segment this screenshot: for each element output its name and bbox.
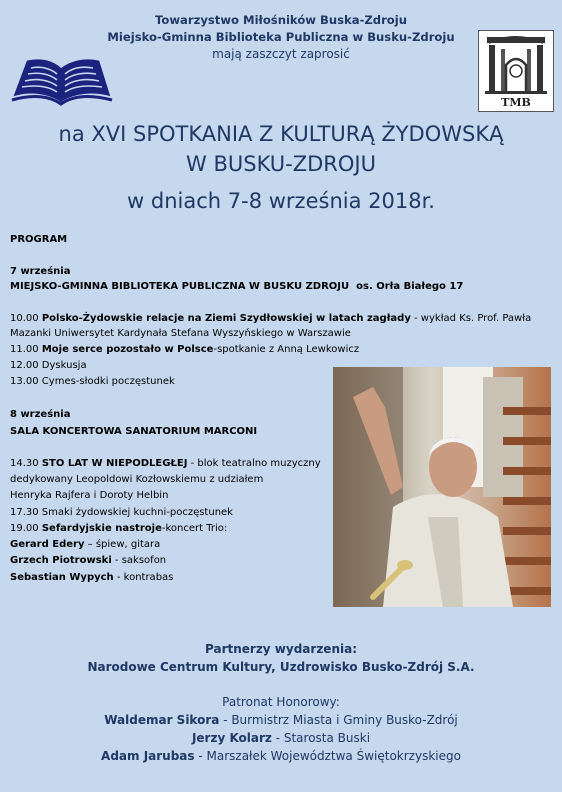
day1-venue: [10, 279, 463, 294]
musician-2: [10, 553, 166, 568]
day1-venue-address: os. Orła Białego 17: [356, 281, 464, 292]
day2-item-2: 17.30 Smaki żydowskiej kuchni-poczęstunek: [10, 507, 233, 518]
event-title: Sefardyjskie nastroje: [41, 523, 162, 534]
day1-item-1-line2: Mazanki Uniwersytet Kardynała Stefana Wyszyńskiego w Warszawie: [10, 328, 351, 339]
open-book-icon: [8, 56, 114, 106]
day1-item-1: [10, 311, 531, 326]
patron-2: [0, 729, 562, 747]
day2-item-3: [10, 521, 227, 536]
musician-1: [10, 537, 160, 552]
title-line-3: w dniach 7-8 września 2018r.: [127, 189, 435, 213]
patron-3: [0, 747, 562, 765]
patron-1: [0, 711, 562, 729]
event-title: Polsko-Żydowskie relacje na Ziemi Szydłowskiej w latach zagłady: [41, 313, 411, 324]
patron-role: - Starosta Buski: [271, 731, 371, 745]
time: 10.00: [10, 313, 39, 324]
day2-item-1-line2: dedykowany Leopoldowi Kozłowskiemu z udziałem: [10, 474, 264, 485]
patron-name: Jerzy Kolarz: [191, 731, 272, 745]
program-heading: PROGRAM: [10, 234, 68, 245]
musician-role: - saksofon: [111, 555, 167, 566]
patron-name: Waldemar Sikora: [104, 713, 220, 727]
musician-name: Sebastian Wypych: [10, 572, 114, 583]
day1-venue-name: MIEJSKO-GMINNA BIBLIOTEKA PUBLICZNA W BUSKU ZDROJU: [10, 281, 350, 292]
time: 14.30: [10, 458, 39, 469]
event-desc: - wykład Ks. Prof. Pawła: [410, 313, 532, 324]
day2-item-1: [10, 456, 321, 471]
patron-name: Adam Jarubas: [101, 749, 195, 763]
event-title: Moje serce pozostało w Polsce: [41, 344, 214, 355]
time: 19.00: [10, 523, 39, 534]
musician-3: [10, 570, 173, 585]
musician-role: - kontrabas: [113, 572, 174, 583]
day2-date: 8 września: [10, 409, 71, 420]
organizer-2: Miejsko-Gminna Biblioteka Publiczna w Busku-Zdroju: [107, 30, 455, 44]
patron-role: - Burmistrz Miasta i Gminy Busko-Zdrój: [219, 713, 458, 727]
day1-item-3: 12.00 Dyskusja: [10, 360, 87, 371]
partners-list: Narodowe Centrum Kultury, Uzdrowisko Busko-Zdrój S.A.: [87, 660, 475, 674]
day2-venue: SALA KONCERTOWA SANATORIUM MARCONI: [10, 426, 258, 437]
patronage-heading: Patronat Honorowy:: [222, 695, 340, 709]
partners-heading: Partnerzy wydarzenia:: [205, 642, 357, 656]
event-title: STO LAT W NIEPODLEGŁEJ: [41, 458, 188, 469]
event-desc: -spotkanie z Anną Lewkowicz: [213, 344, 360, 355]
tmb-logo: [478, 30, 554, 112]
musician-role: – śpiew, gitara: [84, 539, 161, 550]
event-desc: - blok teatralno muzyczny: [187, 458, 321, 469]
day1-date: 7 września: [10, 266, 71, 277]
musician-name: Grzech Piotrowski: [10, 555, 112, 566]
event-desc: -koncert Trio:: [161, 523, 228, 534]
day1-item-2: [10, 342, 359, 357]
time: 11.00: [10, 344, 39, 355]
organizer-1: Towarzystwo Miłośników Buska-Zdroju: [154, 13, 408, 27]
day1-item-4: 13.00 Cymes-słodki poczęstunek: [10, 376, 175, 387]
logo-text: TMB: [501, 96, 531, 109]
musician-name: Gerard Edery: [10, 539, 85, 550]
portrait-photo: [333, 367, 551, 607]
invite-line: mają zaszczyt zaprosić: [212, 47, 350, 61]
title-line-1: na XVI SPOTKANIA Z KULTURĄ ŻYDOWSKĄ: [58, 122, 504, 146]
title-line-2: W BUSKU-ZDROJU: [186, 152, 376, 176]
day2-item-1-line3: Henryka Rajfera i Doroty Helbin: [10, 490, 169, 501]
patron-role: - Marszałek Województwa Świętokrzyskiego: [194, 749, 461, 763]
